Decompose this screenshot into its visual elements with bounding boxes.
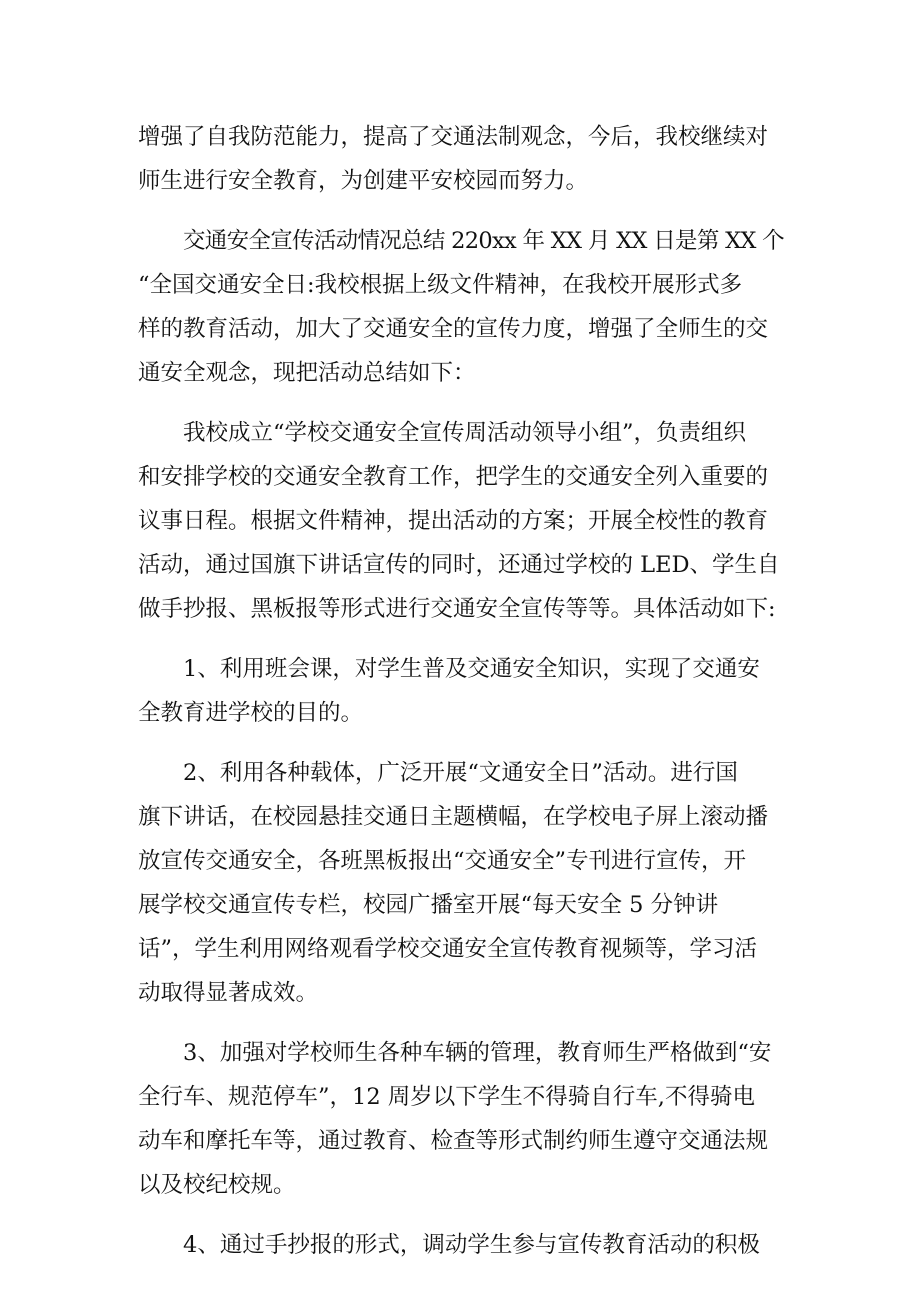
text-line: 动取得显著成效。 [138,980,319,1006]
text-line: 2、利用各种载体，广泛开展“文通安全日”活动。进行国 [183,760,738,786]
text-line: 以及校纪校规。 [138,1172,296,1198]
text-line: 师生进行安全教育，为创建平安校园而努力。 [138,168,589,194]
text-line: 旗下讲话，在校园悬挂交通日主题横幅，在学校电子屏上滚动播 [138,804,769,830]
text-line: 3、加强对学校师生各种车辆的管理，教育师生严格做到“安 [183,1040,772,1066]
text-line: 全行车、规范停车”，12 周岁以下学生不得骑自行车,不得骑电 [138,1084,755,1110]
text-line: 动车和摩托车等，通过教育、检查等形式制约师生遵守交通法规 [138,1128,769,1154]
text-line: 4、通过手抄报的形式，调动学生参与宣传教育活动的积极 [183,1232,760,1258]
text-line: 样的教育活动，加大了交通安全的宣传力度，增强了全师生的交 [138,316,769,342]
paragraph-7 [138,1223,784,1267]
text-line: 交通安全宣传活动情况总结 220xx 年 XX 月 XX 日是第 XX 个 [183,228,784,254]
text-line: 增强了自我防范能力，提高了交通法制观念，今后，我校继续对 [138,124,769,150]
text-line: 活动，通过国旗下讲话宣传的同时，还通过学校的 LED、学生自 [138,552,780,578]
paragraph-4 [138,647,784,735]
text-line: 展学校交通宣传专栏，校园广播室开展“每天安全 5 分钟讲 [138,892,719,918]
paragraph-6 [138,1031,784,1207]
document-body [138,115,784,1283]
paragraph-3 [138,411,784,631]
paragraph-2 [138,219,784,395]
text-line: 和安排学校的交通安全教育工作，把学生的交通安全列入重要的 [138,464,769,490]
text-line: 做手抄报、黑板报等形式进行交通安全宣传等等。具体活动如下: [138,596,776,622]
text-line: 全教育进学校的目的。 [138,700,364,726]
text-line: 话”，学生利用网络观看学校交通安全宣传教育视频等，学习活 [138,936,758,962]
text-line: 放宣传交通安全，各班黑板报出“交通安全”专刊进行宣传，开 [138,848,747,874]
text-line: 通安全观念，现把活动总结如下： [138,360,476,386]
paragraph-1 [138,115,784,203]
text-line: 1、利用班会课，对学生普及交通安全知识，实现了交通安 [183,656,760,682]
text-line: “全国交通安全日:我校根据上级文件精神，在我校开展形式多 [138,272,743,298]
text-line: 议事日程。根据文件精神，提出活动的方案；开展全校性的教育 [138,508,769,534]
text-line: 我校成立“学校交通安全宣传周活动领导小组”，负责组织 [183,420,747,446]
paragraph-5 [138,751,784,1015]
